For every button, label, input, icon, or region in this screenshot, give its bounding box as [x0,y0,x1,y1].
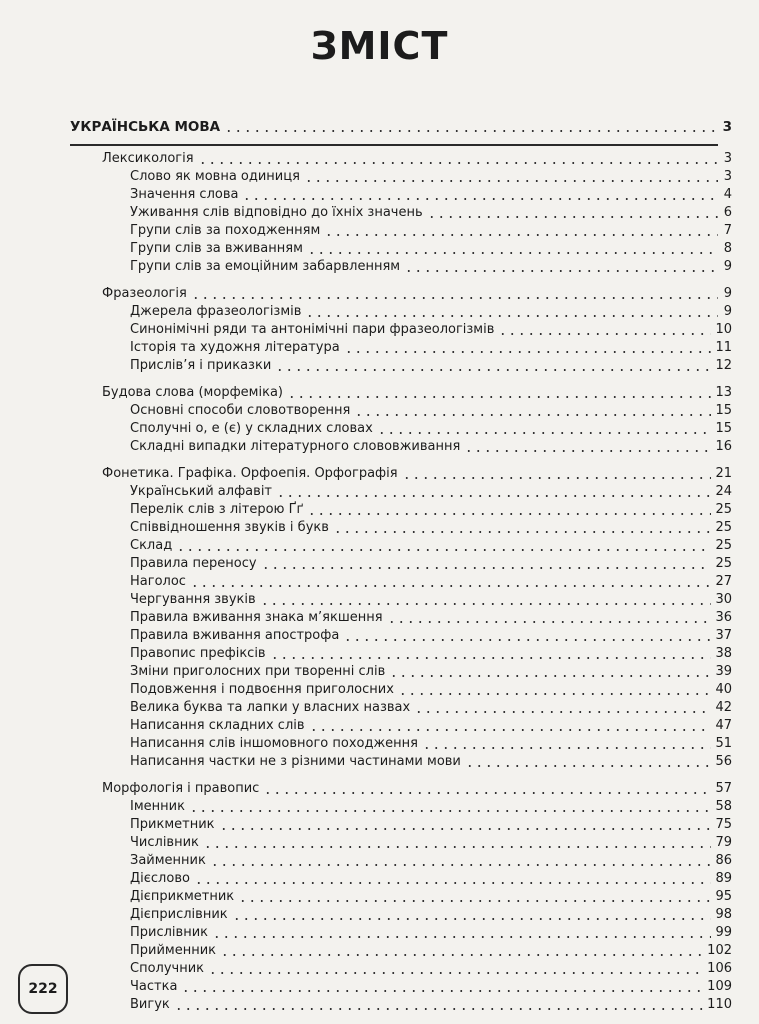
toc-entry-topic [130,797,732,815]
toc-entry-topic [130,518,732,536]
toc-entry-topic [130,608,732,626]
toc-entry-label: УКРАЇНСЬКА МОВА [70,119,221,135]
toc-entry-topic [130,437,732,455]
toc-entry-topic [130,239,732,257]
dot-leader [307,513,711,515]
dot-leader [189,810,712,812]
toc-entry-page: 89 [715,871,732,886]
toc-entry-label: Прийменник [130,943,217,958]
toc-entry-page: 30 [715,592,732,607]
toc-entry-topic [130,977,732,995]
dot-leader [190,585,712,587]
toc-entry-label: Прислів’я і приказки [130,358,272,373]
toc-entry-label: Синонімічні ряди та антонімічні пари фразеологізмів [130,322,495,337]
dot-leader [181,990,703,992]
toc-entry-page: 102 [707,943,732,958]
toc-entry-page: 15 [715,403,732,418]
toc-entry-topic [130,221,732,239]
toc-entry-page: 3 [723,169,732,184]
toc-entry-label: Числівник [130,835,199,850]
toc-entry-label: Джерела фразеологізмів [130,304,302,319]
toc-entry-page: 40 [715,682,732,697]
toc-entry-page: 21 [715,466,732,481]
toc-entry-page: 25 [715,538,732,553]
toc-entry-label: Правила вживання апострофа [130,628,340,643]
toc-entry-topic [130,851,732,869]
toc-entry-page: 36 [715,610,732,625]
toc-entry-page: 10 [715,322,732,337]
toc-entry-topic [130,419,732,437]
toc-entry-topic [130,257,732,275]
toc-entry-topic [130,338,732,356]
dot-leader [304,180,718,182]
toc-entry-page: 98 [715,907,732,922]
toc-entry-topic [130,356,732,374]
toc-entry-page: 79 [715,835,732,850]
toc-entry-section [102,149,732,167]
dot-leader [191,297,718,299]
toc-entry-section [102,779,732,797]
dot-leader [276,495,711,497]
page-number-badge: 222 [18,964,68,1014]
dot-leader [343,639,711,641]
toc-entry-page: 11 [715,340,732,355]
toc-entry-label: Будова слова (морфеміка) [102,385,283,400]
dot-leader [208,972,703,974]
toc-entry-label: Сполучні о, е (є) у складних словах [130,421,373,436]
toc-entry-page: 25 [715,520,732,535]
toc-entry-label: Фонетика. Графіка. Орфоепія. Орфографія [102,466,398,481]
toc-entry-page: 6 [723,205,732,220]
toc-entry-label: Складні випадки літературного слововживання [130,439,461,454]
toc-entry-topic [130,482,732,500]
toc-entry-page: 16 [715,439,732,454]
toc-entry-label: Значення слова [130,187,239,202]
toc-entry-page: 86 [715,853,732,868]
dot-leader [422,747,711,749]
toc-entry-label: Прикметник [130,817,215,832]
dot-leader [174,1008,703,1010]
toc-entry-label: Склад [130,538,173,553]
toc-entry-page: 25 [715,502,732,517]
toc-entry-page: 38 [715,646,732,661]
dot-leader [465,765,712,767]
dot-leader [404,270,718,272]
toc-entry-label: Прислівник [130,925,209,940]
toc-entry-topic [130,185,732,203]
toc-entry-label: Дієприслівник [130,907,228,922]
toc-entry-topic [130,752,732,770]
dot-leader [427,216,718,218]
toc-entry-topic [130,536,732,554]
toc-entry-label: Написання частки не з різними частинами мови [130,754,461,769]
toc-entry-label: Зміни приголосних при творенні слів [130,664,386,679]
toc-entry-label: Співвідношення звуків і букв [130,520,329,535]
toc-entry-topic [130,995,732,1013]
dot-leader [194,882,712,884]
toc-entry-topic [130,500,732,518]
toc-entry-topic [130,887,732,905]
toc-entry-page: 7 [723,223,732,238]
toc-entry-label: Вигук [130,997,170,1012]
toc-entry-page: 12 [715,358,732,373]
toc-entry-label: Велика буква та лапки у власних назвах [130,700,411,715]
dot-leader [498,333,711,335]
dot-leader [354,414,711,416]
dot-leader [398,693,712,695]
toc-entry-page: 51 [715,736,732,751]
toc-entry-label: Лексикологія [102,151,194,166]
toc-entry-section [102,383,732,401]
toc-entry-topic [130,203,732,221]
dot-leader [287,396,711,398]
toc-entry-label: Написання слів іншомовного походження [130,736,418,751]
toc-entry-topic [130,815,732,833]
toc-entry-label: Чергування звуків [130,592,256,607]
dot-leader [263,792,711,794]
toc-entry-topic [130,644,732,662]
dot-leader [270,657,712,659]
toc-entry-topic [130,923,732,941]
toc-entry-topic [130,662,732,680]
dot-leader [333,531,712,533]
toc-entry-page: 15 [715,421,732,436]
toc-entry-page: 4 [723,187,732,202]
toc-entry-topic [130,698,732,716]
toc-entry-page: 56 [715,754,732,769]
toc-entry-part [70,117,732,135]
dot-leader [387,621,712,623]
toc-entry-page: 24 [715,484,732,499]
toc-entry-page: 106 [707,961,732,976]
toc-entry-label: Займенник [130,853,206,868]
toc-entry-page: 37 [715,628,732,643]
toc-entry-label: Дієприкметник [130,889,235,904]
toc-entry-label: Правила вживання знака м’якшення [130,610,383,625]
toc-entry-label: Правопис префіксів [130,646,266,661]
toc-entry-label: Дієслово [130,871,190,886]
dot-leader [309,729,712,731]
dot-leader [344,351,712,353]
toc-entry-label: Подовження і подвоєння приголосних [130,682,394,697]
toc-entry-page: 39 [715,664,732,679]
toc-entry-page: 42 [715,700,732,715]
toc-entry-label: Український алфавіт [130,484,272,499]
dot-leader [198,162,718,164]
toc-entry-page: 9 [723,304,732,319]
toc-entry-topic [130,590,732,608]
toc-entry-label: Перелік слів з літерою Ґґ [130,502,304,517]
toc-entry-label: Частка [130,979,178,994]
dot-leader [464,450,711,452]
toc-entry-topic [130,167,732,185]
toc-entry-page: 47 [715,718,732,733]
toc-entry-page: 8 [723,241,732,256]
toc-entry-topic [130,959,732,977]
toc-entry-label: Наголос [130,574,186,589]
toc-entry-page: 9 [723,259,732,274]
toc-entry-topic [130,833,732,851]
toc-entry-label: Написання складних слів [130,718,305,733]
toc-entry-page: 27 [715,574,732,589]
toc-entry-label: Слово як мовна одиниця [130,169,300,184]
dot-leader [275,369,711,371]
toc-entry-topic [130,320,732,338]
toc-entry-label: Правила переносу [130,556,257,571]
toc-entry-label: Історія та художня література [130,340,340,355]
dot-leader [176,549,711,551]
toc-entry-topic [130,626,732,644]
toc-entry-label: Сполучник [130,961,205,976]
toc-entry-topic [130,302,732,320]
dot-leader [389,675,711,677]
toc-entry-topic [130,572,732,590]
toc-entry-topic [130,680,732,698]
toc-entry-topic [130,941,732,959]
toc-entry-page: 95 [715,889,732,904]
dot-leader [324,234,718,236]
part-underline [70,144,718,146]
toc-entry-topic [130,716,732,734]
toc-entry-page: 3 [722,119,732,135]
dot-leader [219,828,712,830]
toc-entry-topic [130,554,732,572]
toc-entry-section [102,284,732,302]
toc-entry-page: 110 [707,997,732,1012]
toc-entry-topic [130,905,732,923]
dot-leader [414,711,711,713]
toc-entry-page: 99 [715,925,732,940]
toc-entry-page: 58 [715,799,732,814]
toc-entry-page: 13 [715,385,732,400]
dot-leader [220,954,703,956]
dot-leader [232,918,712,920]
dot-leader [260,603,712,605]
toc-entry-label: Уживання слів відповідно до їхніх значень [130,205,423,220]
toc-entry-label: Фразеологія [102,286,187,301]
toc-entry-topic [130,734,732,752]
dot-leader [242,198,718,200]
toc-entry-page: 9 [723,286,732,301]
toc-entry-page: 109 [707,979,732,994]
dot-leader [224,130,718,132]
toc-entry-label: Іменник [130,799,185,814]
dot-leader [203,846,712,848]
dot-leader [210,864,712,866]
toc-entry-page: 57 [715,781,732,796]
dot-leader [377,432,712,434]
dot-leader [212,936,711,938]
toc-entry-label: Основні способи словотворення [130,403,351,418]
toc-entry-label: Групи слів за емоційним забарвленням [130,259,401,274]
dot-leader [402,477,712,479]
dot-leader [238,900,711,902]
toc-entry-page: 75 [715,817,732,832]
toc-entry-label: Групи слів за вживанням [130,241,303,256]
toc-entry-page: 3 [723,151,732,166]
toc-entry-topic [130,401,732,419]
toc-entry-topic [130,869,732,887]
dot-leader [305,315,718,317]
dot-leader [261,567,712,569]
toc-entry-label: Морфологія і правопис [102,781,260,796]
toc-entry-page: 25 [715,556,732,571]
toc-entry-label: Групи слів за походженням [130,223,321,238]
page-title: ЗМІСТ [310,24,449,68]
toc-entry-section [102,464,732,482]
dot-leader [307,252,718,254]
